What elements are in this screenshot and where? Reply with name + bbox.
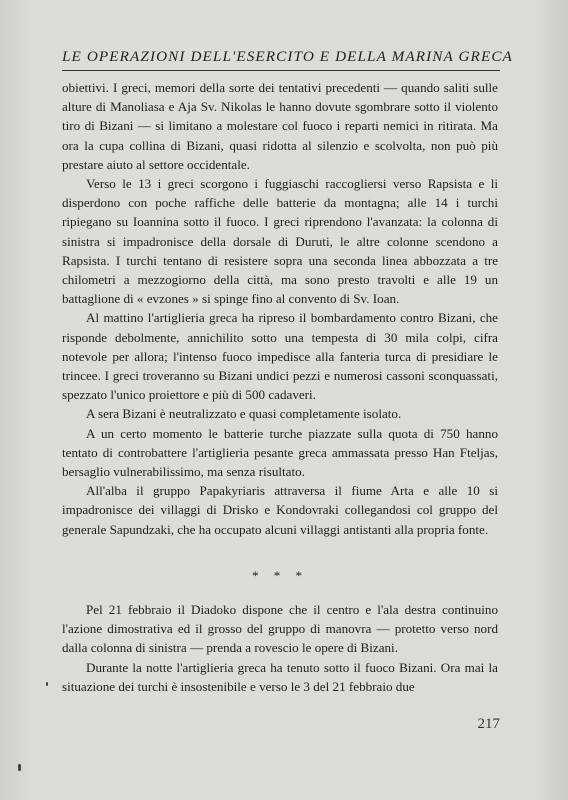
- paragraph: Pel 21 febbraio il Diadoko dispone che il centro e l'ala destra continuino l'azione dimostrativa ed il grosso del gruppo di manovra — protetto verso nord dalla colonna di sinistra — prenda a rovescio le opere di Bizani.: [62, 602, 498, 656]
- main-text: [62, 78, 498, 539]
- paragraph: All'alba il gruppo Papakyriaris attraversa il fiume Arta e alle 10 si impadronisce dei villaggi di Drisko e Kondovraki collegandosi col gruppo del generale Sapundzaki, che ha occupato alcuni villaggi antistanti alla propria fonte.: [62, 483, 498, 537]
- paragraph: Durante la notte l'artiglieria greca ha tenuto sotto il fuoco Bizani. Ora mai la situazione dei turchi è insostenibile e verso le 3 del 21 febbraio due: [62, 659, 498, 694]
- header-rule: [62, 70, 500, 71]
- paragraph: Al mattino l'artiglieria greca ha ripreso il bombardamento contro Bizani, che risponde debolmente, annichilito sotto una tempesta di 30 mila colpi, cifra notevole per allora; l'intenso fuoco impedisce alla fanteria turca di presidiare le trincee. I greci troveranno su Bizani undici pezzi e numerosi cassoni sconquassati, spezzato l'unico proiettore e più di 500 cadaveri.: [62, 310, 498, 403]
- paragraph: Verso le 13 i greci scorgono i fuggiaschi raccogliersi verso Rapsista e li disperdono con poche raffiche delle batterie da montagna; alle 14 i turchi ripiegano su Ioannina sotto il fuoco. I greci riprendono l'avanzata: la colonna di sinistra si impadronisce della dorsale di Duruti, le altre colonne scendono a Rapsista. I turchi tentano di resistere sopra una seconda linea abbozzata a tre chilometri a mezzogiorno della città, ma sono presto travolti e alle 19 un battaglione di « evzones » si spinge fino al convento di Sv. Ioan.: [62, 176, 498, 307]
- running-head: LE OPERAZIONI DELL'ESERCITO E DELLA MARINA GRECA: [62, 48, 513, 65]
- main-text-continued: [62, 600, 498, 696]
- paragraph: obiettivi. I greci, memori della sorte dei tentativi precedenti — quando saliti sulle alture di Manoliasa e Aja Sv. Nikolas le hanno dovute sgombrare sotto il violento tiro di Bizani — si limitano a molestare col fuoco i reparti nemici in ritirata. Ma ora la cupa collina di Bizani, quasi ridotta al silenzio e scolvolta, non può più prestare aiuto al settore occidentale.: [62, 80, 498, 172]
- section-separator: * * *: [252, 568, 308, 583]
- ink-speck: [46, 682, 48, 686]
- paragraph: A un certo momento le batterie turche piazzate sulla quota di 750 hanno tentato di controbattere l'artiglieria pesante greca ammassata presso Han Fteljas, bersaglio vulnerabilissimo, ma senza risultato.: [62, 425, 498, 480]
- paragraph: A sera Bizani è neutralizzato e quasi completamente isolato.: [86, 406, 402, 422]
- page-number: 217: [477, 716, 500, 732]
- ink-speck: [18, 764, 21, 771]
